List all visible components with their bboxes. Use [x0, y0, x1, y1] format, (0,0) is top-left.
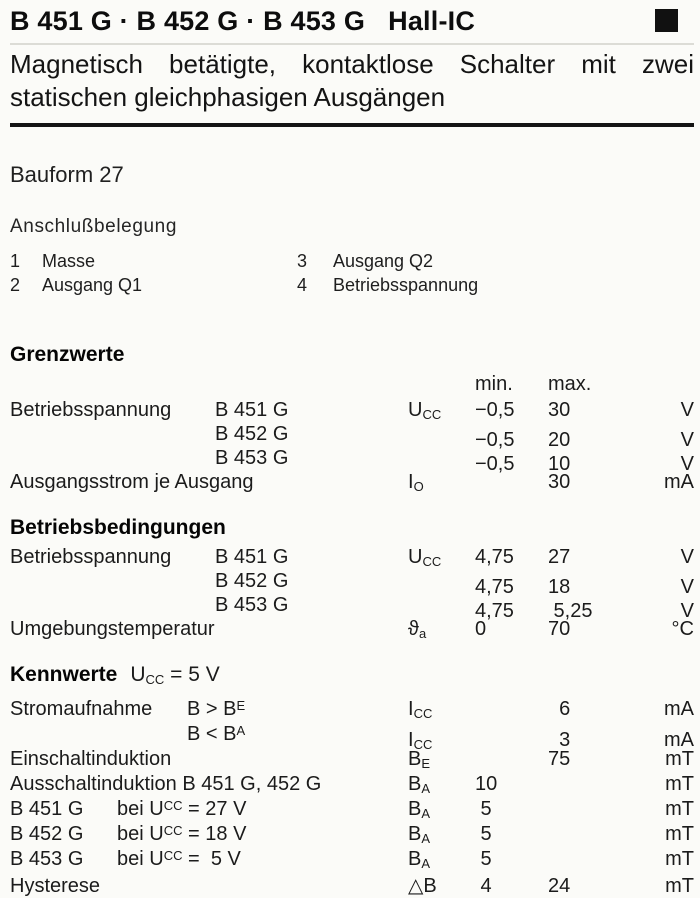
- spec-sections: [10, 342, 694, 898]
- subscript: A: [421, 831, 431, 846]
- spec-unit: mT: [665, 875, 694, 897]
- text-segment: B 451 G: [215, 399, 289, 421]
- text-segment: ϑ: [408, 618, 419, 640]
- spec-row: [10, 399, 694, 423]
- text-segment: [10, 423, 215, 446]
- text-segment: Umgebungstemperatur: [10, 618, 215, 640]
- spec-min-value: 4,75: [475, 576, 514, 598]
- spec-unit: V: [680, 600, 694, 622]
- subscript: A: [236, 723, 246, 738]
- spec-unit: mA: [664, 698, 694, 720]
- spec-unit: mT: [665, 798, 694, 820]
- spec-max-value: 27: [548, 546, 571, 568]
- spec-label: [10, 698, 408, 721]
- spec-min-value: 5: [475, 798, 492, 820]
- spec-label: [10, 399, 408, 422]
- subtitle-line-1: Magnetisch betätigte, kontaktlose Schalter mit zwei: [10, 49, 694, 79]
- text-segment: B 452 G: [215, 423, 289, 445]
- spec-max-value: 70: [548, 618, 571, 640]
- text-segment: [10, 447, 215, 470]
- text-segment: B 451 G: [10, 798, 84, 820]
- text-segment: Hysterese: [10, 875, 101, 897]
- spec-max-value: 10: [548, 453, 571, 475]
- pin-label: Betriebsspannung: [333, 275, 479, 295]
- section-heading-text: Betriebsbedingungen: [10, 516, 226, 539]
- spec-max-value: 5,25: [548, 600, 593, 622]
- spec-symbol: [408, 748, 475, 771]
- spec-unit: mA: [664, 471, 694, 493]
- spec-label: [10, 423, 408, 446]
- spec-symbol: [408, 618, 475, 641]
- spec-max-value: 30: [548, 471, 571, 493]
- spec-label: [10, 618, 408, 641]
- spec-unit: V: [680, 453, 694, 475]
- text-segment: bei U: [117, 848, 164, 870]
- text-segment: U: [408, 399, 423, 421]
- spec-row: [10, 546, 694, 570]
- spec-label: [10, 723, 408, 746]
- subscript: CC: [163, 798, 183, 813]
- spec-min-value: 4,75: [475, 600, 514, 622]
- pin-number: 4: [297, 275, 308, 295]
- subscript: CC: [413, 706, 433, 721]
- text-segment: I: [408, 698, 414, 720]
- spec-unit: V: [680, 429, 694, 451]
- spec-min-value: 4,75: [475, 546, 514, 568]
- text-segment: B: [408, 773, 422, 795]
- spec-max-value: 6: [548, 698, 571, 720]
- spec-max-value: 75: [548, 748, 571, 770]
- subscript: A: [421, 781, 431, 796]
- text-segment: bei U: [117, 798, 164, 820]
- spec-max-value: 3: [548, 729, 571, 751]
- pinout-table: [10, 249, 694, 297]
- subscript: CC: [422, 554, 442, 569]
- spec-row: [10, 873, 694, 898]
- text-segment: △B: [408, 875, 437, 897]
- spec-min-value: −0,5: [475, 399, 515, 421]
- subscript: CC: [413, 737, 433, 752]
- text-segment: = 27 V: [182, 798, 247, 820]
- spec-min-value: 5: [475, 823, 492, 845]
- scan-ghost-rule: [10, 43, 694, 45]
- subscript: a: [418, 626, 427, 641]
- spec-symbol: [408, 798, 475, 821]
- spec-label: [10, 447, 408, 470]
- text-segment: Stromaufnahme: [10, 698, 153, 720]
- spec-symbol: [408, 823, 475, 846]
- pin-number: 1: [10, 251, 21, 271]
- subscript: A: [421, 856, 431, 871]
- text-segment: B 452 G: [215, 570, 289, 592]
- spec-symbol: [408, 399, 475, 422]
- spec-row: [10, 848, 694, 873]
- spec-min-value: −0,5: [475, 453, 515, 475]
- spec-row: [10, 570, 694, 598]
- text-segment: Betriebsspannung: [10, 546, 172, 568]
- header: [10, 6, 694, 36]
- subscript: CC: [163, 848, 183, 863]
- spec-unit: mT: [665, 748, 694, 770]
- spec-min-value: −0,5: [475, 429, 515, 451]
- text-segment: = 18 V: [182, 823, 247, 845]
- text-segment: B 453 G: [10, 848, 84, 870]
- subscript: CC: [422, 407, 442, 422]
- section-heading-condition: [130, 663, 219, 686]
- text-segment: [10, 570, 215, 593]
- spec-row: [10, 773, 694, 798]
- spec-label: [10, 875, 408, 898]
- text-segment: Betriebsspannung: [10, 399, 172, 421]
- text-segment: B > B: [187, 698, 237, 720]
- spec-symbol: [408, 873, 475, 898]
- text-segment: = 5 V: [182, 848, 241, 870]
- spec-max-value: 20: [548, 429, 571, 451]
- pin-number: 3: [297, 251, 308, 271]
- spec-label: [10, 823, 408, 846]
- text-segment: I: [408, 729, 414, 751]
- column-header-row: [10, 373, 694, 399]
- column-header-max: max.: [548, 373, 592, 395]
- text-segment: bei U: [117, 823, 164, 845]
- header-divider-rule: [10, 123, 694, 127]
- spec-section: [10, 515, 694, 642]
- text-segment: Ausgangsstrom je Ausgang: [10, 471, 254, 493]
- text-segment: B: [408, 848, 422, 870]
- text-segment: B 453 G: [215, 594, 289, 616]
- pin-number: 2: [10, 275, 21, 295]
- pin-label: Masse: [42, 251, 96, 271]
- section-heading-text: Kennwerte: [10, 663, 118, 686]
- pinout-heading: Anschlußbelegung: [10, 216, 177, 237]
- spec-section: [10, 662, 694, 898]
- spec-row: [10, 798, 694, 823]
- text-segment: I: [408, 471, 414, 493]
- text-segment: B: [408, 823, 422, 845]
- page-subtitle: [10, 48, 694, 114]
- spec-unit: mT: [665, 773, 694, 795]
- spec-max-value: 18: [548, 576, 571, 598]
- spec-row: [10, 471, 694, 495]
- spec-label: [10, 594, 408, 617]
- spec-symbol: [408, 546, 475, 569]
- subscript: E: [236, 698, 246, 713]
- subscript: A: [421, 806, 431, 821]
- spec-label: [10, 471, 408, 494]
- spec-unit: mT: [665, 823, 694, 845]
- text-segment: B: [408, 748, 422, 770]
- page-title: B 451 G · B 452 G · B 453 G Hall-IC: [10, 6, 476, 36]
- spec-symbol: [408, 698, 475, 721]
- spec-row: [10, 823, 694, 848]
- spec-max-value: 30: [548, 399, 571, 421]
- text-segment: [10, 594, 215, 617]
- spec-unit: mA: [664, 729, 694, 751]
- spec-label: [10, 748, 408, 771]
- spec-row: [10, 423, 694, 451]
- spec-label: [10, 773, 408, 796]
- text-segment: B 451 G: [215, 546, 289, 568]
- spec-unit: V: [680, 399, 694, 421]
- spec-row: [10, 748, 694, 773]
- bauform-label: Bauform 27: [10, 162, 124, 187]
- spec-section: [10, 342, 694, 495]
- spec-label: [10, 570, 408, 593]
- text-segment: B < B: [187, 723, 237, 745]
- text-segment: B: [408, 798, 422, 820]
- spec-min-value: 4: [475, 875, 492, 897]
- spec-row: [10, 698, 694, 723]
- text-segment: [10, 723, 187, 746]
- corner-marker-icon: [655, 9, 678, 32]
- subscript: CC: [145, 672, 165, 687]
- spec-symbol: [408, 848, 475, 871]
- subtitle-line-2: statischen gleichphasigen Ausgängen: [10, 82, 446, 112]
- spec-row: [10, 723, 694, 752]
- spec-unit: V: [680, 546, 694, 568]
- spec-max-value: 24: [548, 875, 571, 897]
- spec-min-value: 0: [475, 618, 487, 640]
- pin-label: Ausgang Q1: [42, 275, 143, 295]
- spec-unit: °C: [671, 618, 694, 640]
- spec-symbol: [408, 471, 475, 494]
- pin-label: Ausgang Q2: [333, 251, 434, 271]
- spec-min-value: 10: [475, 773, 498, 795]
- subscript: CC: [163, 823, 183, 838]
- text-segment: Einschaltinduktion: [10, 748, 172, 770]
- spec-label: [10, 798, 408, 821]
- text-segment: = 5 V: [164, 663, 220, 686]
- section-heading: [10, 515, 694, 540]
- spec-symbol: [408, 773, 475, 796]
- text-segment: Ausschaltinduktion B 451 G, 452 G: [10, 773, 322, 795]
- spec-label: [10, 546, 408, 569]
- spec-label: [10, 848, 408, 871]
- spec-row: [10, 618, 694, 642]
- section-heading-text: Grenzwerte: [10, 343, 125, 366]
- spec-min-value: 5: [475, 848, 492, 870]
- subscript: E: [421, 756, 431, 771]
- text-segment: B 452 G: [10, 823, 84, 845]
- section-heading: [10, 662, 694, 692]
- spec-unit: mT: [665, 848, 694, 870]
- section-heading: [10, 342, 694, 367]
- column-header-min: min.: [475, 373, 513, 395]
- text-segment: U: [130, 663, 146, 686]
- spec-unit: V: [680, 576, 694, 598]
- text-segment: B 453 G: [215, 447, 289, 469]
- text-segment: U: [408, 546, 423, 568]
- subscript: O: [413, 479, 424, 494]
